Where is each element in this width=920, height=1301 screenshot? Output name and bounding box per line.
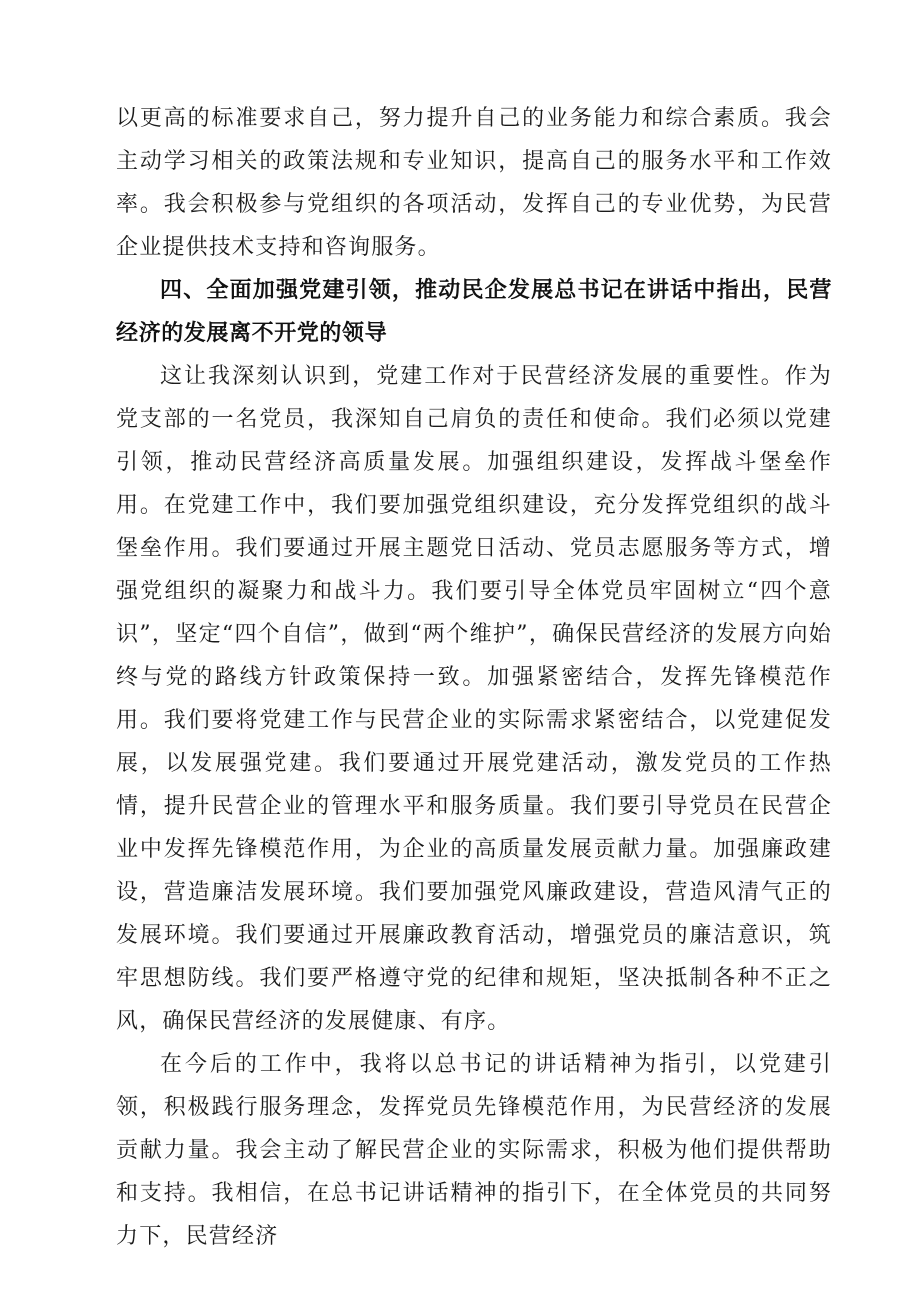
section-heading-four: 四、全面加强党建引领，推动民企发展总书记在讲话中指出，民营经济的发展离不开党的领导 bbox=[116, 278, 832, 346]
paragraph-continuation: 以更高的标准要求自己，努力提升自己的业务能力和综合素质。我会主动学习相关的政策法规和专业知识，提高自己的服务水平和工作效率。我会积极参与党组织的各项活动，发挥自己的专业优势，为民营企业提供技术支持和咨询服务。 bbox=[116, 106, 832, 260]
document-body bbox=[116, 97, 832, 1258]
paragraph-party-building: 这让我深刻认识到，党建工作对于民营经济发展的重要性。作为党支部的一名党员，我深知自己肩负的责任和使命。我们必须以党建引领，推动民营经济高质量发展。加强组织建设，发挥战斗堡垒作用。在党建工作中，我们要加强党组织建设，充分发挥党组织的战斗堡垒作用。我们要通过开展主题党日活动、党员志愿服务等方式，增强党组织的凝聚力和战斗力。我们要引导全体党员牢固树立“四个意识”，坚定“四个自信”，做到“两个维护”，确保民营经济的发展方向始终与党的路线方针政策保持一致。加强紧密结合，发挥先锋模范作用。我们要将党建工作与民营企业的实际需求紧密结合，以党建促发展，以发展强党建。我们要通过开展党建活动，激发党员的工作热情，提升民营企业的管理水平和服务质量。我们要引导党员在民营企业中发挥先锋模范作用，为企业的高质量发展贡献力量。加强廉政建设，营造廉洁发展环境。我们要加强党风廉政建设，营造风清气正的发展环境。我们要通过开展廉政教育活动，增强党员的廉洁意识，筑牢思想防线。我们要严格遵守党的纪律和规矩，坚决抵制各种不正之风，确保民营经济的发展健康、有序。 bbox=[116, 364, 832, 1034]
paragraph-future-work: 在今后的工作中，我将以总书记的讲话精神为指引，以党建引领，积极践行服务理念，发挥党员先锋模范作用，为民营经济的发展贡献力量。我会主动了解民营企业的实际需求，积极为他们提供帮助和支持。我相信，在总书记讲话精神的指引下，在全体党员的共同努力下，民营经济 bbox=[116, 1052, 832, 1249]
